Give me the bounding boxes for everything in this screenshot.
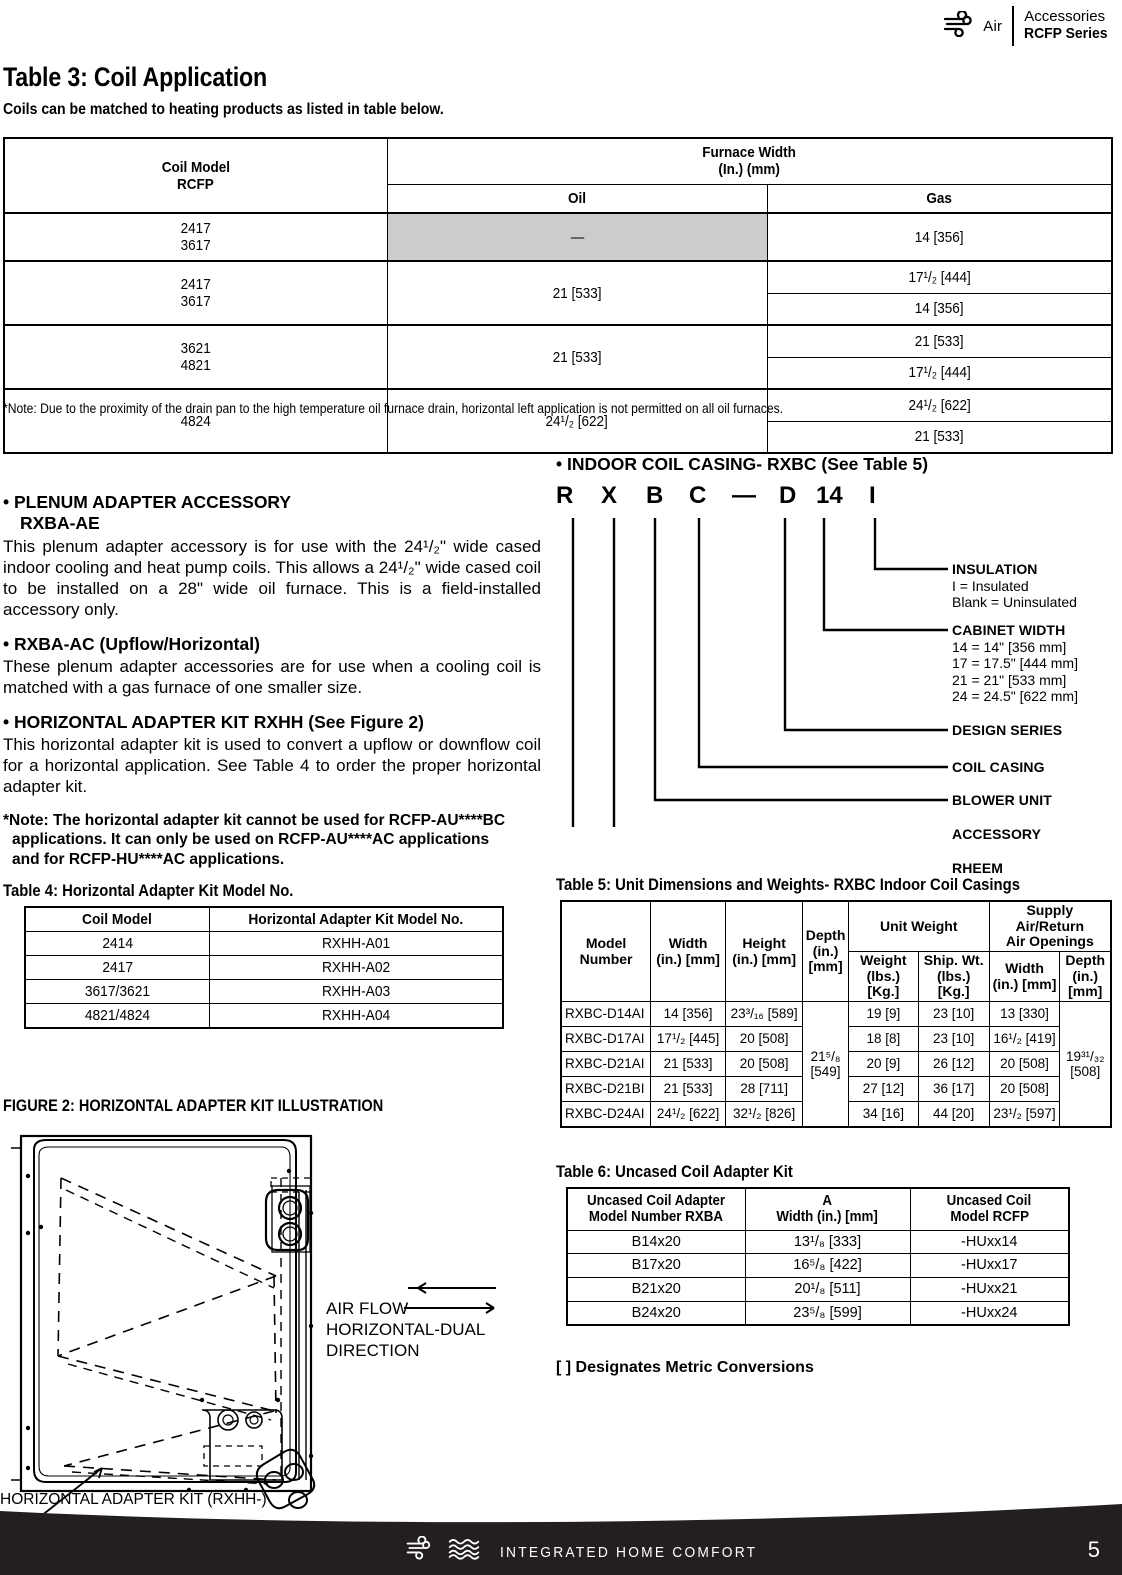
th-height (726, 901, 803, 1002)
table-5-title-text: Table 5: Unit Dimensions and Weights- RXBC Indoor Coil Casings (556, 876, 1020, 894)
cell-gas-text: 14 [356] (914, 228, 964, 246)
table-4-title (3, 882, 326, 901)
th-uncased-l2: Model RCFP (949, 1209, 1029, 1226)
cell-oil-width (387, 325, 767, 389)
plenum-heading (3, 492, 541, 535)
table-row (25, 907, 503, 932)
wind-icon (405, 1536, 435, 1565)
nomen-letter-7: I (869, 482, 876, 509)
th-height-l2: (in.) [mm] (732, 950, 796, 967)
cell-kit-model-text: RXHH-A01 (321, 935, 390, 952)
cell-height: 28 [711] (726, 1077, 803, 1102)
th-height-l1: Height (742, 934, 786, 951)
cell-gas-width (767, 325, 1112, 357)
th-ship-weight (918, 952, 989, 1002)
th-depth (803, 901, 849, 1002)
cell-coil-model (4, 261, 387, 325)
cell-kit-model-text: RXHH-A02 (321, 959, 390, 976)
table-5-title (556, 876, 1072, 895)
cell-model-a: 4824 (180, 412, 211, 430)
th-model-l1: Model (585, 934, 627, 951)
th-adapter-l2: Model Number RXBA (589, 1209, 724, 1226)
table-row (567, 1254, 1069, 1278)
th-coil-model-l1: Coil Model (161, 158, 230, 176)
table-row (4, 138, 1112, 184)
nomen-letter-2: B (646, 482, 664, 509)
th-coil-model-l2: RCFP (177, 175, 215, 193)
cell-width: 21 [533] (651, 1077, 726, 1102)
footer-tagline-text: INTEGRATED HOME COMFORT (500, 1544, 758, 1561)
water-icon (447, 1536, 481, 1565)
table-row (567, 1277, 1069, 1301)
plenum-body: This plenum adapter accessory is for use with the 24¹/₂" wide cased indoor cooling and heat pump coils. This allows a 24¹/₂" wide cased coil to be installed on a 28" wide oil furnace. This is a field-installed accessory only. (3, 536, 541, 620)
th-depth-l3: [mm] (808, 958, 843, 975)
nomen-sub-line: Blank = Uninsulated (952, 594, 1077, 611)
th-furnace-width-l2: (In.) (mm) (718, 161, 781, 179)
horizontal-kit-body: This horizontal adapter kit is used to convert a upflow or downflow coil for a horizontal application. See Table 4 to order the proper horizontal adapter kit. (3, 734, 541, 797)
cell-opening-width: 23¹/₂ [597] (989, 1102, 1060, 1127)
nomen-label-cabinet-width: CABINET WIDTH (952, 622, 1066, 638)
cell-ship-weight: 23 [10] (918, 1027, 989, 1052)
airflow-label-line1: AIR FLOW (326, 1299, 409, 1318)
th-supply-l2: Air Openings (1005, 933, 1094, 950)
cell-coil-model (25, 980, 209, 1004)
nomen-letter-4: — (732, 482, 756, 509)
cell-coil-model (25, 1004, 209, 1029)
th-width-l2: (in.) [mm] (656, 950, 720, 967)
nomen-sub-line: 14 = 14" [356 mm] (952, 639, 1067, 655)
nomenclature-diagram (556, 482, 1116, 876)
cell-gas-text: 24¹/₂ [622] (908, 396, 971, 414)
th-furnace-width-l1: Furnace Width (702, 144, 797, 162)
table-3-note-text: *Note: Due to the proximity of the drain pan to the high temperature oil furnace drain, horizontal left application is not permitted on all oil furnaces. (3, 401, 784, 416)
th-uncased-model (910, 1188, 1069, 1230)
cell-kit-model (209, 956, 503, 980)
cell-height: 20 [508] (726, 1052, 803, 1077)
th-a-width-l1: A (822, 1192, 833, 1209)
cell-opening-width: 13 [330] (989, 1002, 1060, 1027)
th-unit-weight (848, 901, 989, 952)
left-column (3, 492, 541, 870)
figure-2-caption: HORIZONTAL ADAPTER KIT (RXHH-) (0, 1491, 267, 1508)
cell-coil-model (4, 389, 387, 453)
cell-a-width: 16⁵/₈ [422] (745, 1254, 910, 1278)
cell-kit-model (209, 1004, 503, 1029)
nomen-sub-cabinet-width (952, 639, 1078, 705)
cell-oil-text: 24¹/₂ [622] (545, 412, 609, 430)
table-6 (566, 1187, 1068, 1326)
cell-uncased-model: -HUxx14 (910, 1230, 1069, 1254)
page-subtitle (3, 101, 504, 119)
nomen-sub-line: 21 = 21" [533 mm] (952, 671, 1067, 688)
cell-gas-text: 17¹/₂ [444] (908, 268, 971, 286)
horizontal-kit-note (3, 811, 541, 870)
cell-oil-text: — (570, 228, 584, 246)
nomen-label-rheem: RHEEM (952, 860, 1004, 876)
th-uncased-l1: Uncased Coil (946, 1192, 1032, 1209)
header-air-label: Air (983, 17, 1003, 35)
nomenclature-heading: • INDOOR COIL CASING- RXBC (See Table 5) (556, 454, 929, 474)
th-depth-l2: (in.) (812, 942, 839, 959)
wind-icon (942, 11, 976, 42)
nomen-letter-1: X (601, 482, 618, 509)
table-row (4, 213, 1112, 261)
rxba-ac-heading: • RXBA-AC (Upflow/Horizontal) (3, 633, 260, 654)
th-width (651, 901, 726, 1002)
th-odepth-l1: Depth (1065, 952, 1106, 969)
header-titles (1024, 9, 1114, 43)
cell-a-width: 23⁵/₈ [599] (745, 1301, 910, 1325)
cell-width: 17¹/₂ [445] (651, 1027, 726, 1052)
cell-model-b: 3617 (180, 293, 211, 310)
nomen-sub-line: 24 = 24.5" [622 mm] (952, 688, 1078, 705)
cell-depth-a: 21⁵/₈ (810, 1048, 841, 1064)
th-owidth-l2: (in.) [mm] (992, 975, 1057, 992)
cell-kit-model (209, 932, 503, 956)
table-3-note (3, 401, 870, 416)
cell-model-a: 3621 (180, 340, 211, 357)
cell-model-a: 2417 (180, 220, 211, 237)
cell-height: 23³/₁₆ [589] (726, 1002, 803, 1027)
cell-weight: 34 [16] (848, 1102, 918, 1127)
th-coil-model (4, 138, 387, 213)
header-divider (1012, 6, 1014, 46)
th-model-number (561, 901, 651, 1002)
table-row (561, 901, 1111, 952)
cell-a-width: 20¹/₈ [511] (745, 1277, 910, 1301)
cell-kit-model (209, 980, 503, 1004)
metric-conversion-note: [ ] Designates Metric Conversions (556, 1359, 814, 1376)
table-row (25, 980, 503, 1004)
cell-odepth-a: 19³¹/₃₂ (1065, 1048, 1105, 1064)
th-depth-l1: Depth (805, 927, 846, 943)
th-a-width-l2: Width (in.) [mm] (776, 1209, 879, 1226)
cell-model-number: RXBC-D21AI (561, 1052, 651, 1077)
th-gas-text: Gas (926, 189, 953, 207)
th-supply-l1: Supply Air/Return (1015, 902, 1085, 934)
nomen-label-coil-casing: COIL CASING (952, 759, 1045, 775)
th-coil-model-text: Coil Model (82, 911, 153, 928)
cell-coil-model (4, 213, 387, 261)
cell-gas-text: 21 [533] (914, 332, 964, 350)
figure-2-title-text: FIGURE 2: HORIZONTAL ADAPTER KIT ILLUSTRATION (3, 1097, 384, 1115)
figure-2-illustration (6, 1128, 546, 1528)
cell-uncased-model: -HUxx21 (910, 1277, 1069, 1301)
horizontal-note-l1: *Note: The horizontal adapter kit cannot be used for RCFP-AU****BC (3, 811, 506, 829)
th-a-width (745, 1188, 910, 1230)
footer-tagline (500, 1544, 780, 1561)
cell-weight: 20 [9] (848, 1052, 918, 1077)
cell-coil-model-text: 2414 (101, 935, 133, 952)
cell-oil-width (387, 389, 767, 453)
cell-model-number: RXBC-D24AI (561, 1102, 651, 1127)
page-title (3, 62, 310, 93)
cell-width: 14 [356] (651, 1002, 726, 1027)
cell-oil-text: 21 [533] (552, 348, 602, 366)
cell-model-number: RXBC-D21BI (561, 1077, 651, 1102)
cell-weight: 18 [8] (848, 1027, 918, 1052)
horizontal-note-l3: and for RCFP-HU****AC applications. (12, 851, 285, 869)
header-accessories-label: Accessories (1024, 8, 1106, 26)
cell-oil-width (387, 213, 767, 261)
airflow-label-line2: HORIZONTAL-DUAL (326, 1320, 486, 1339)
th-supply-air (989, 901, 1111, 952)
nomen-label-design-series: DESIGN SERIES (952, 722, 1063, 738)
cell-width: 24¹/₂ [622] (651, 1102, 726, 1127)
cell-oil-text: 21 [533] (552, 284, 602, 302)
nomen-sub-insulation (952, 578, 1077, 611)
th-adapter-model (567, 1188, 745, 1230)
table-4 (24, 906, 502, 1029)
page-subtitle-text: Coils can be matched to heating products as listed in table below. (3, 101, 444, 118)
table-row (25, 1004, 503, 1029)
cell-coil-model-text: 2417 (101, 959, 133, 976)
cell-width: 21 [533] (651, 1052, 726, 1077)
th-ship-l2: (lbs.) [Kg.] (936, 967, 971, 1000)
page-title-text: Table 3: Coil Application (3, 62, 268, 92)
nomen-letter-5: D (779, 482, 797, 509)
cell-ship-weight: 44 [20] (918, 1102, 989, 1127)
th-furnace-width (387, 138, 1112, 184)
cell-coil-model (25, 956, 209, 980)
rxba-ac-body: These plenum adapter accessories are for use when a cooling coil is matched with a gas furnace of one smaller size. (3, 657, 541, 698)
th-coil-model (25, 907, 209, 932)
th-kit-model-text: Horizontal Adapter Kit Model No. (248, 911, 464, 928)
cell-adapter-model: B17x20 (567, 1254, 745, 1278)
table-row (4, 261, 1112, 293)
page-footer (0, 1480, 1122, 1575)
th-oil (387, 184, 767, 213)
th-gas (767, 184, 1112, 213)
th-owidth-l1: Width (1005, 959, 1044, 976)
cell-gas-width (767, 261, 1112, 293)
cell-coil-model-text: 3617/3621 (84, 983, 150, 1000)
cell-adapter-model: B14x20 (567, 1230, 745, 1254)
plenum-heading-l2: RXBA-AE (20, 513, 100, 534)
horizontal-note-l2: applications. It can only be used on RCFP-AU****AC applications (12, 831, 490, 849)
th-kit-model (209, 907, 503, 932)
cell-oil-width (387, 261, 767, 325)
nomen-letter-6: 14 (816, 482, 843, 509)
nomen-label-insulation: INSULATION (952, 561, 1038, 577)
nomen-letter-0: R (556, 482, 574, 509)
horizontal-kit-heading: • HORIZONTAL ADAPTER KIT RXHH (See Figure 2) (3, 711, 424, 732)
cell-opening-width: 20 [508] (989, 1077, 1060, 1102)
th-model-l2: Number (579, 950, 633, 967)
nomen-label-accessory: ACCESSORY (952, 826, 1042, 842)
table-row (567, 1230, 1069, 1254)
page-header (942, 6, 1114, 46)
cell-gas-text: 17¹/₂ [444] (908, 364, 971, 382)
th-weight-l2: (lbs.) [Kg.] (866, 967, 901, 1000)
cell-model-number: RXBC-D14AI (561, 1002, 651, 1027)
th-weight-l1: Weight (860, 952, 907, 969)
cell-depth-b: [549] (810, 1063, 841, 1079)
cell-opening-depth-merged (1060, 1002, 1111, 1127)
cell-adapter-model: B24x20 (567, 1301, 745, 1325)
cell-weight: 19 [9] (848, 1002, 918, 1027)
cell-ship-weight: 23 [10] (918, 1002, 989, 1027)
table-row (567, 1301, 1069, 1325)
cell-model-b: 3617 (180, 237, 211, 254)
header-air-group (942, 11, 1002, 42)
cell-ship-weight: 36 [17] (918, 1077, 989, 1102)
table-6-title (556, 1163, 819, 1182)
cell-model-a: 2417 (180, 276, 211, 293)
cell-a-width: 13¹/₈ [333] (745, 1230, 910, 1254)
table-4-title-text: Table 4: Horizontal Adapter Kit Model No. (3, 882, 294, 900)
cell-model-b: 4821 (180, 357, 211, 374)
th-odepth-l2: (in.) (1072, 967, 1099, 984)
cell-adapter-model: B21x20 (567, 1277, 745, 1301)
airflow-label-line3: DIRECTION (326, 1341, 420, 1360)
cell-height: 20 [508] (726, 1027, 803, 1052)
cell-ship-weight: 26 [12] (918, 1052, 989, 1077)
cell-gas-width (767, 213, 1112, 261)
cell-model-number: RXBC-D17AI (561, 1027, 651, 1052)
cell-gas-width (767, 421, 1112, 453)
cell-opening-width: 16¹/₂ [419] (989, 1027, 1060, 1052)
cell-uncased-model: -HUxx24 (910, 1301, 1069, 1325)
cell-uncased-model: -HUxx17 (910, 1254, 1069, 1278)
th-opening-width (989, 952, 1060, 1002)
table-6-title-text: Table 6: Uncased Coil Adapter Kit (556, 1163, 793, 1181)
figure-2-title (3, 1097, 435, 1116)
cell-opening-width: 20 [508] (989, 1052, 1060, 1077)
th-odepth-l3: [mm] (1068, 983, 1103, 1000)
nomen-sub-line: I = Insulated (952, 578, 1029, 594)
th-adapter-l1: Uncased Coil Adapter (587, 1192, 726, 1209)
cell-height: 32¹/₂ [826] (726, 1102, 803, 1127)
cell-gas-width (767, 293, 1112, 325)
footer-icons (405, 1536, 481, 1565)
th-unit-weight-text: Unit Weight (880, 917, 958, 934)
footer-page-number: 5 (1087, 1537, 1100, 1562)
nomen-sub-line: 17 = 17.5" [444 mm] (952, 655, 1078, 672)
nomen-letter-3: C (689, 482, 707, 509)
table-5 (560, 900, 1112, 1128)
cell-coil-model (25, 932, 209, 956)
cell-odepth-b: [508] (1070, 1063, 1101, 1079)
table-row (25, 956, 503, 980)
cell-depth-merged (803, 1002, 849, 1127)
th-oil-text: Oil (567, 189, 586, 207)
plenum-heading-l1: • PLENUM ADAPTER ACCESSORY (3, 492, 292, 512)
table-row (4, 325, 1112, 357)
cell-coil-model-text: 4821/4824 (84, 1007, 150, 1024)
th-weight (848, 952, 918, 1002)
cell-gas-text: 21 [533] (914, 428, 964, 446)
th-opening-depth (1060, 952, 1111, 1002)
cell-gas-width (767, 357, 1112, 389)
table-row (561, 1002, 1111, 1027)
cell-weight: 27 [12] (848, 1077, 918, 1102)
table-row (567, 1188, 1069, 1230)
table-row (25, 932, 503, 956)
cell-gas-text: 14 [356] (914, 300, 964, 318)
cell-coil-model (4, 325, 387, 389)
th-width-l1: Width (668, 934, 708, 951)
th-ship-l1: Ship. Wt. (923, 952, 984, 969)
cell-kit-model-text: RXHH-A04 (321, 1007, 390, 1024)
cell-kit-model-text: RXHH-A03 (321, 983, 390, 1000)
nomen-label-blower-unit: BLOWER UNIT (952, 792, 1052, 808)
header-series-label: RCFP Series (1024, 25, 1108, 42)
